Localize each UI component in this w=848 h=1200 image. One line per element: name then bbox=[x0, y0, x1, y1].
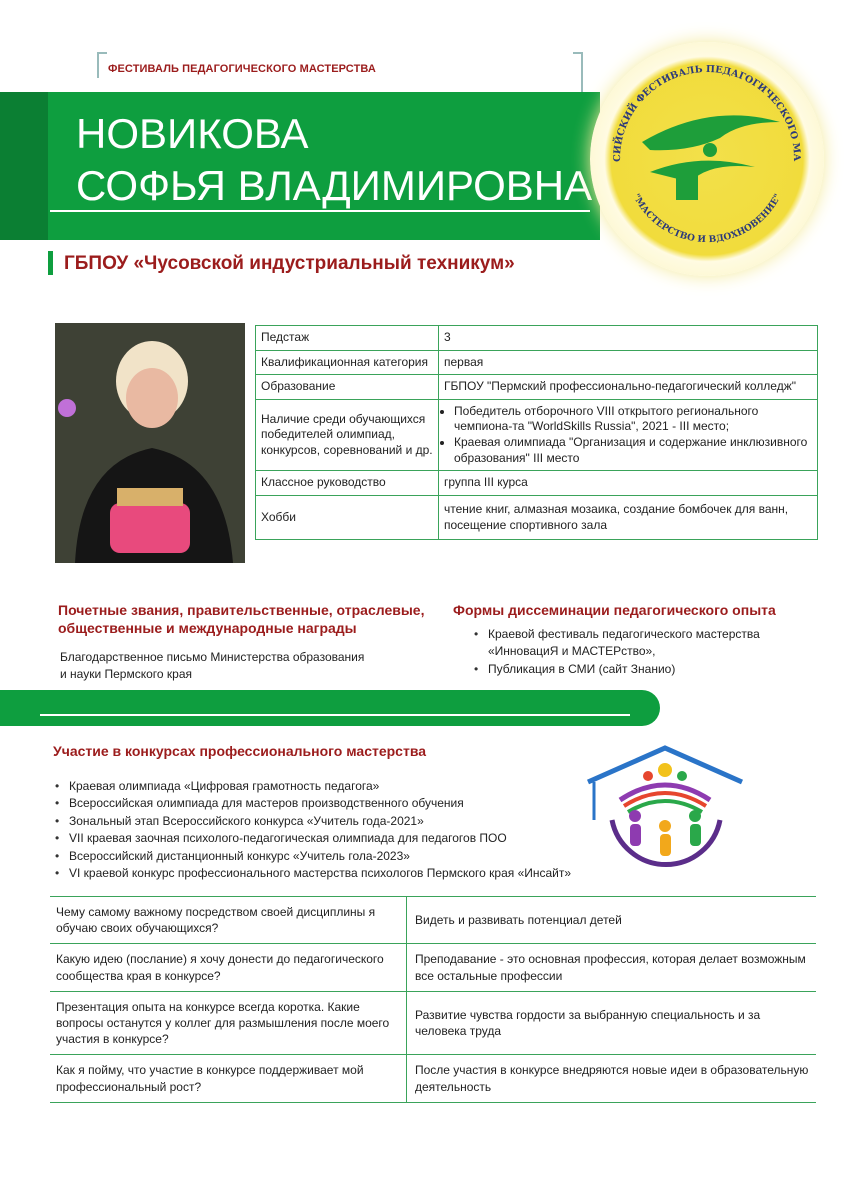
list-item: • Публикация в СМИ (сайт Знанио) bbox=[474, 661, 804, 678]
list-item: • Победитель отборочного VIII открытого регионального чемпиона-та "WorldSkills Russia", 2021 - III место; bbox=[454, 404, 812, 435]
qa-table bbox=[50, 896, 816, 1103]
list-item: • Краевой фестиваль педагогического мастерства «ИнновациЯ и МАСТЕРство», bbox=[474, 626, 804, 661]
festival-logo bbox=[590, 42, 824, 276]
table-row bbox=[50, 944, 816, 991]
dissemination-list bbox=[474, 626, 804, 678]
surname: НОВИКОВА bbox=[76, 110, 309, 157]
graduation-children-icon bbox=[580, 740, 750, 880]
header-bracket-left bbox=[97, 52, 107, 78]
qa-answer: Видеть и развивать потенциал детей bbox=[407, 897, 817, 944]
row-value: чтение книг, алмазная мозаика, создание бомбочек для ванн, посещение спортивного зала bbox=[439, 495, 818, 540]
row-value: ГБПОУ "Пермский профессионально-педагогический колледж" bbox=[439, 375, 818, 400]
list-item: • Всероссийская олимпиада для мастеров производственного обучения bbox=[55, 795, 575, 812]
qa-question: Какую идею (послание) я хочу донести до педагогического сообщества края в конкурсе? bbox=[50, 944, 407, 991]
table-row bbox=[50, 897, 816, 944]
table-row bbox=[256, 399, 818, 470]
row-key: Образование bbox=[256, 375, 439, 400]
logo-ring-text: СИЙСКИЙ ФЕСТИВАЛЬ ПЕДАГОГИЧЕСКОГО МА bbox=[611, 63, 803, 162]
qa-question: Чему самому важному посредством своей дисциплины я обучаю своих обучающихся? bbox=[50, 897, 407, 944]
info-table bbox=[255, 325, 818, 540]
contests-list bbox=[55, 778, 575, 882]
row-value: первая bbox=[439, 350, 818, 375]
qa-question: Презентация опыта на конкурсе всегда коротка. Какие вопросы останутся у коллег для размышления после моего участия в конкурсе? bbox=[50, 991, 407, 1055]
row-value: группа III курса bbox=[439, 471, 818, 496]
teacher-photo bbox=[55, 323, 245, 563]
section-divider-line bbox=[40, 714, 630, 716]
list-item: • VII краевая заочная психолого-педагогическая олимпиада для педагогов ПОО bbox=[55, 830, 575, 847]
section-divider-band bbox=[0, 690, 660, 726]
institution-marker bbox=[48, 251, 53, 275]
row-key: Хобби bbox=[256, 495, 439, 540]
list-item: • Краевая олимпиада «Цифровая грамотность педагога» bbox=[55, 778, 575, 795]
table-row bbox=[256, 326, 818, 351]
contests-title: Участие в конкурсах профессионального мастерства bbox=[53, 743, 427, 759]
education-emblem bbox=[580, 740, 750, 880]
table-row bbox=[50, 1055, 816, 1102]
table-row bbox=[256, 350, 818, 375]
table-row bbox=[256, 471, 818, 496]
first-name-patronymic: СОФЬЯ ВЛАДИМИРОВНА bbox=[76, 162, 593, 209]
festival-caption: ФЕСТИВАЛЬ ПЕДАГОГИЧЕСКОГО МАСТЕРСТВА bbox=[108, 63, 376, 75]
table-row bbox=[256, 375, 818, 400]
list-item: • Краевая олимпиада "Организация и содержание инклюзивного образования" III место bbox=[454, 435, 812, 466]
row-key: Наличие среди обучающихся победителей олимпиад, конкурсов, соревнований и др. bbox=[256, 399, 439, 470]
header-bracket-right bbox=[573, 52, 583, 92]
row-key: Педстаж bbox=[256, 326, 439, 351]
qa-question: Как я пойму, что участие в конкурсе поддерживает мой профессиональный рост? bbox=[50, 1055, 407, 1102]
table-row bbox=[256, 495, 818, 540]
qa-answer: После участия в конкурсе внедряются новые идеи в образовательную деятельность bbox=[407, 1055, 817, 1102]
list-item: • VI краевой конкурс профессионального мастерства психологов Пермского края «Инсайт» bbox=[55, 865, 575, 882]
row-key: Квалификационная категория bbox=[256, 350, 439, 375]
qa-answer: Преподавание - это основная профессия, которая делает возможным все остальные профессии bbox=[407, 944, 817, 991]
logo-motto: "МАСТЕРСТВО И ВДОХНОВЕНИЕ" bbox=[630, 192, 784, 246]
dissemination-title: Формы диссеминации педагогического опыта bbox=[453, 602, 776, 618]
awards-text: Благодарственное письмо Министерства образования и науки Пермского края bbox=[60, 650, 365, 681]
row-value: 3 bbox=[439, 326, 818, 351]
festival-emblem-icon bbox=[590, 42, 824, 276]
row-value bbox=[439, 399, 818, 470]
name-underline bbox=[50, 210, 590, 212]
list-item: • Зональный этап Всероссийского конкурса «Учитель года-2021» bbox=[55, 813, 575, 830]
list-item: • Всероссийский дистанционный конкурс «Учитель гола-2023» bbox=[55, 848, 575, 865]
qa-answer: Развитие чувства гордости за выбранную специальность и за человека труда bbox=[407, 991, 817, 1055]
awards-title: Почетные звания, правительственные, отраслевые, общественные и международные награды bbox=[58, 602, 425, 636]
table-row bbox=[50, 991, 816, 1055]
institution-name: ГБПОУ «Чусовской индустриальный техникум» bbox=[64, 253, 515, 274]
row-key: Классное руководство bbox=[256, 471, 439, 496]
